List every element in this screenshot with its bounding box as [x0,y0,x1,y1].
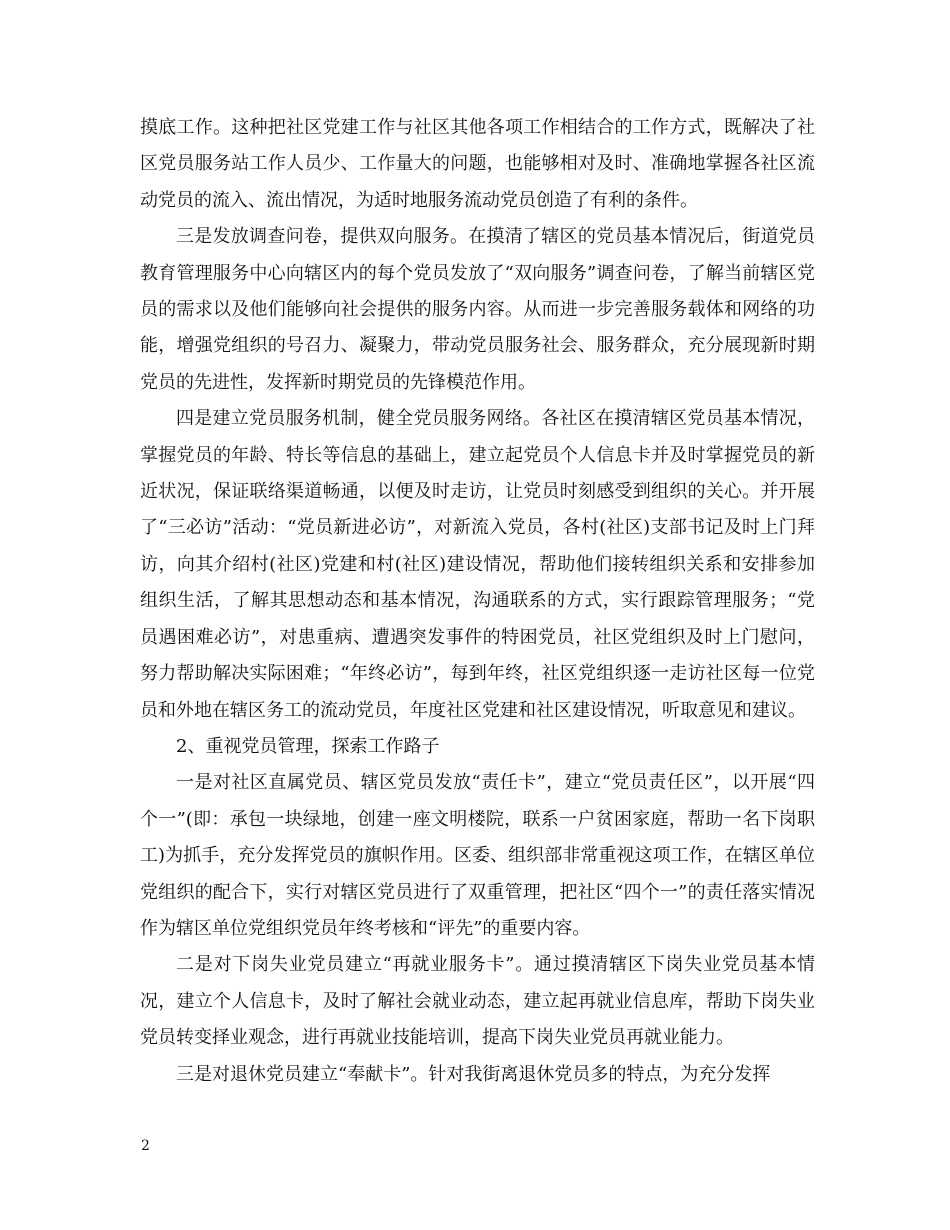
page-number: 2 [141,1138,150,1154]
paragraph-3: 四是建立党员服务机制，健全党员服务网络。各社区在摸清辖区党员基本情况，掌握党员的年龄、特长等信息的基础上，建立起党员个人信息卡并及时掌握党员的新近状况，保证联络渠道畅通，以便及时走访，让党员时刻感受到组织的关心。并开展了“三必访”活动：“党员新进必访”，对新流入党员，各村(社区)支部书记及时上门拜访，向其介绍村(社区)党建和村(社区)建设情况，帮助他们接转组织关系和安排参加组织生活，了解其思想动态和基本情况，沟通联系的方式，实行跟踪管理服务；“党员遇困难必访”，对患重病、遭遇突发事件的特困党员，社区党组织及时上门慰问，努力帮助解决实际困难；“年终必访”，每到年终，社区党组织逐一走访社区每一位党员和外地在辖区务工的流动党员，年度社区党建和社区建设情况，听取意见和建议。 [140,408,815,721]
paragraph-1: 摸底工作。这种把社区党建工作与社区其他各项工作相结合的工作方式，既解决了社区党员服务站工作人员少、工作量大的问题，也能够相对及时、准确地掌握各社区流动党员的流入、流出情况，为适时地服务流动党员创造了有利的条件。 [140,117,815,211]
paragraph-4: 一是对社区直属党员、辖区党员发放“责任卡”，建立“党员责任区”，以开展“四个一”(即：承包一块绿地，创建一座文明楼院，联系一户贫困家庭，帮助一名下岗职工)为抓手，充分发挥党员的旗帜作用。区委、组织部非常重视这项工作，在辖区单位党组织的配合下，实行对辖区党员进行了双重管理，把社区“四个一”的责任落实情况作为辖区单位党组织党员年终考核和“评先”的重要内容。 [140,772,815,939]
paragraph-5: 二是对下岗失业党员建立“再就业服务卡”。通过摸清辖区下岗失业党员基本情况，建立个人信息卡，及时了解社会就业动态，建立起再就业信息库，帮助下岗失业党员转变择业观念，进行再就业技能培训，提高下岗失业党员再就业能力。 [140,954,815,1049]
paragraph-2: 三是发放调查问卷，提供双向服务。在摸清了辖区的党员基本情况后，街道党员教育管理服务中心向辖区内的每个党员发放了“双向服务”调查问卷，了解当前辖区党员的需求以及他们能够向社会提供的服务内容。从而进一步完善服务载体和网络的功能，增强党组织的号召力、凝聚力，带动党员服务社会、服务群众，充分展现新时期党员的先进性，发挥新时期党员的先锋模范作用。 [140,226,815,393]
body-text [140,110,815,1093]
paragraph-6: 三是对退休党员建立“奉献卡”。针对我街离退休党员多的特点，为充分发挥 [176,1063,771,1085]
section-heading: 2、重视党员管理，探索工作路子 [176,735,440,757]
